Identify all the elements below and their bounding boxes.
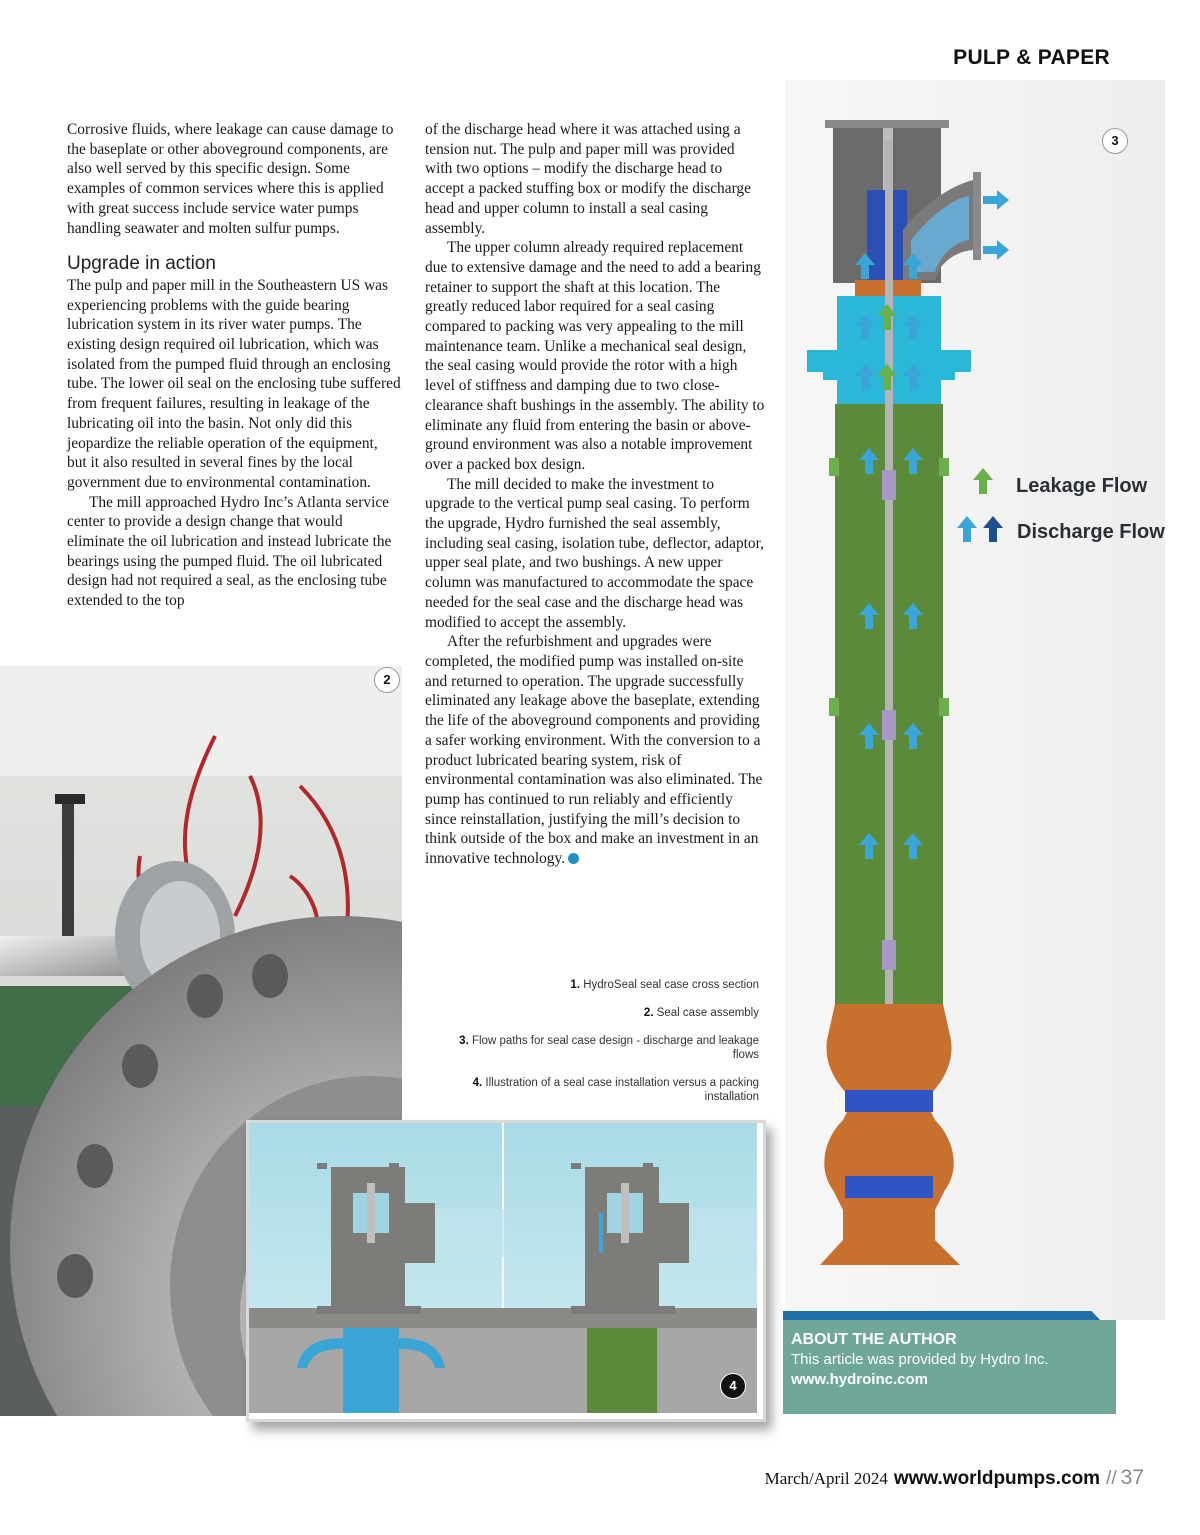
end-of-article-icon: [568, 853, 579, 864]
article-column-2: [425, 120, 765, 869]
caption-2: [440, 1006, 759, 1020]
paragraph: The mill decided to make the investment to upgrade to the vertical pump seal casing. To perform the upgrade, Hydro furnished the seal assembly, including seal casing, isolation tube, deflector, adaptor, upper seal plate, and two bushings. A new upper column was manufactured to accommodate the space needed for the seal case and the discharge head was modified to accept the assembly.: [425, 475, 764, 631]
section-label: PULP & PAPER: [953, 46, 1110, 69]
legend-leakage-label: Leakage Flow: [1016, 475, 1148, 497]
caption-number: 2.: [643, 1007, 654, 1019]
figure-4-badge: 4: [720, 1373, 746, 1399]
about-the-author-box: [783, 1320, 1116, 1414]
figure-captions: [440, 978, 759, 1118]
caption-4: [440, 1076, 759, 1104]
issue-date: March/April 2024: [764, 1469, 888, 1488]
article-column-1: [67, 120, 401, 611]
legend-discharge-label: Discharge Flow: [1017, 521, 1165, 543]
author-box-title: ABOUT THE AUTHOR: [791, 1331, 957, 1348]
paragraph: Corrosive fluids, where leakage can cause damage to the baseplate or other aboveground components, are also well served by this specific design. Some examples of common services where this is applied with great success include service water pumps handling seawater and molten sulfur pumps.: [67, 121, 394, 237]
paragraph: The mill approached Hydro Inc’s Atlanta service center to provide a design change that would eliminate the oil lubrication and instead lubricate the bearings using the pumped fluid. The oil lubricated design had not required a seal, as the enclosing tube extended to the top: [67, 493, 392, 610]
paragraph-text: After the refurbishment and upgrades were completed, the modified pump was installed on-site and returned to operation. The upgrade successfully eliminated any leakage above the baseplate, extending the life of the aboveground components and providing a safer working environment. With the conversion to a product lubricated bearing system, risk of environmental contamination was also eliminated. The pump has continued to run reliably and efficiently since reinstallation, justifying the mill’s decision to think outside of the box and make an investment in an innovative technology.: [425, 633, 763, 868]
caption-text: Seal case assembly: [656, 1007, 759, 1019]
paragraph: The pulp and paper mill in the Southeastern US was experiencing problems with the guide bearing lubrication system in its river water pumps. The existing design required oil lubrication, which was isolated from the pumped fluid through an enclosing tube. The lower oil seal on the enclosing tube suffered from frequent failures, resulting in leakage of the lubricating oil into the basin. Not only did this jeopardize the reliable operation of the equipment, but it also resulted in several fines by the local government due to environmental contamination.: [67, 276, 401, 491]
caption-text: HydroSeal seal case cross section: [583, 979, 759, 991]
footer-separator: //: [1106, 1468, 1117, 1489]
website-link[interactable]: www.worldpumps.com: [893, 1468, 1101, 1489]
caption-number: 3.: [459, 1035, 469, 1047]
figure-3-badge: 3: [1102, 128, 1128, 154]
pump-cross-section: [785, 80, 1165, 1320]
caption-number: 4.: [472, 1077, 483, 1089]
flow-path-diagram: [785, 80, 1165, 1320]
caption-text: Flow paths for seal case design - discharge and leakage flows: [471, 1035, 759, 1061]
subheading: Upgrade in action: [67, 253, 216, 275]
caption-1: [440, 978, 759, 992]
figure-2-badge: 2: [374, 667, 400, 693]
installation-comparison-figure: [246, 1120, 766, 1422]
caption-text: Illustration of a seal case installation versus a packing installation: [485, 1077, 759, 1103]
page-footer: [765, 1466, 1144, 1490]
paragraph: The upper column already required replacement due to extensive damage and the need to add a bearing retainer to support the shaft at this location. The greatly reduced labor required for a seal casing compared to packing was very appealing to the mill maintenance team. Unlike a mechanical seal design, the seal casing would provide the rotor with a high level of stiffness and damping due to two close-clearance shaft bushings in the assembly. The ability to eliminate any fluid from entering the basin or above-ground environment was also a notable improvement over a packed box design.: [425, 239, 765, 473]
installation-comparison-illustration: [249, 1123, 757, 1413]
caption-3: [440, 1034, 759, 1062]
page-number: 37: [1120, 1466, 1144, 1489]
paragraph-final: [425, 632, 765, 868]
author-box-text: This article was provided by Hydro Inc.: [791, 1351, 1049, 1368]
author-website-link[interactable]: www.hydroinc.com: [791, 1371, 928, 1388]
caption-number: 1.: [570, 979, 581, 991]
paragraph: of the discharge head where it was attached using a tension nut. The pulp and paper mill was provided with two options – modify the discharge head to accept a packed stuffing box or modify the discharge head and upper column to install a seal casing assembly.: [425, 121, 751, 237]
